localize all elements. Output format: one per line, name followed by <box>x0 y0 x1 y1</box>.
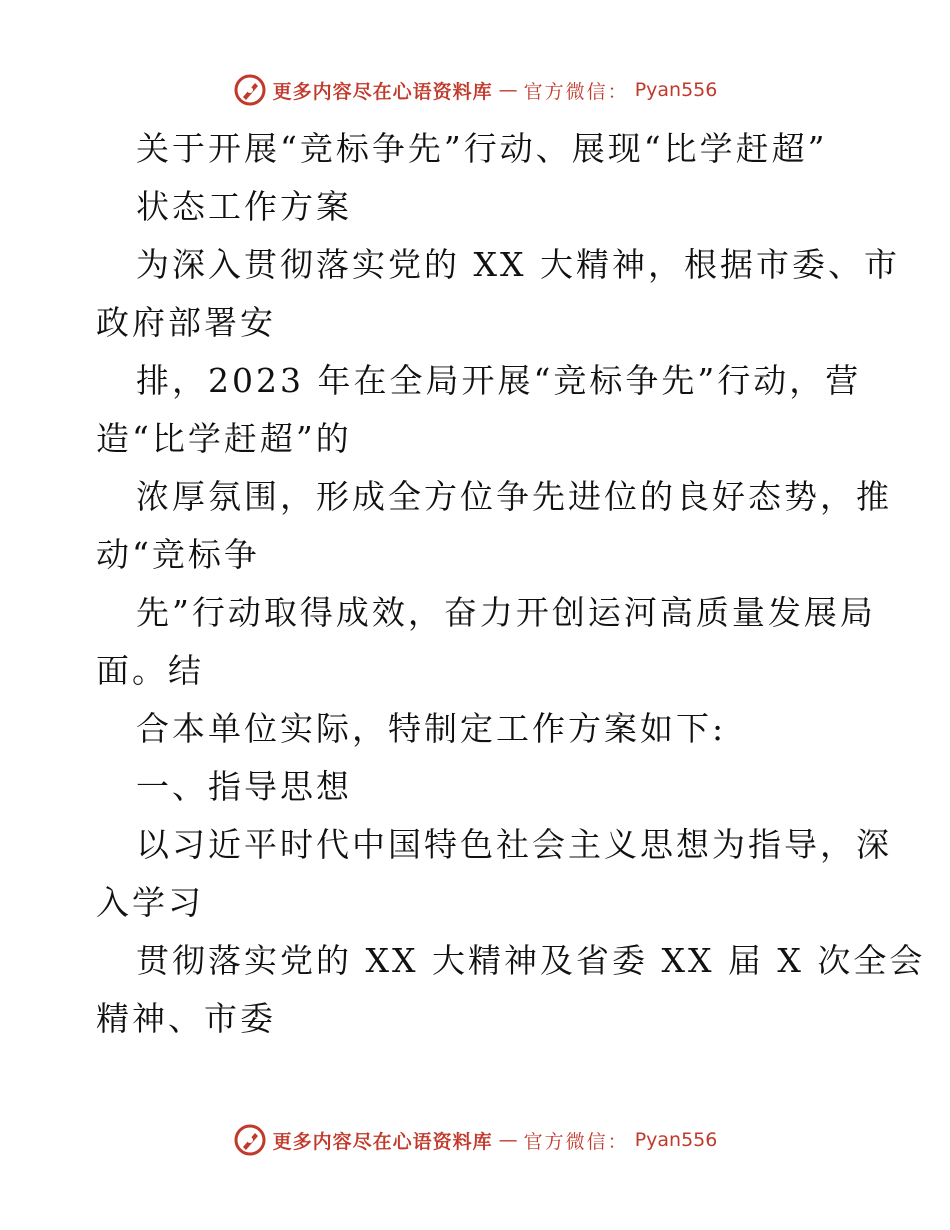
document-body <box>96 120 926 1048</box>
doc-line: 精神、市委 <box>96 999 276 1038</box>
watermark-separator: — <box>498 79 518 101</box>
watermark-wechat-id: Pyan556 <box>634 79 718 101</box>
watermark-wechat-id: Pyan556 <box>634 1129 718 1151</box>
pen-logo-icon <box>233 1123 267 1157</box>
doc-line: 造“比学赶超”的 <box>96 419 352 458</box>
doc-line: 状态工作方案 <box>136 187 352 226</box>
doc-line: 面。结 <box>96 651 204 690</box>
doc-line: 入学习 <box>96 883 204 922</box>
watermark-site-text: 更多内容尽在心语资料库 <box>272 80 493 103</box>
doc-line: 排，2023 年在全局开展“竞标争先”行动，营 <box>136 361 862 400</box>
watermark-wechat-label: 官方微信： <box>523 80 629 103</box>
doc-line: 合本单位实际，特制定工作方案如下: <box>136 709 727 748</box>
doc-line: 动“竞标争 <box>96 535 260 574</box>
doc-line: 关于开展“竞标争先”行动、展现“比学赶超” <box>136 129 828 168</box>
footer-watermark <box>0 1120 950 1160</box>
doc-line: 先”行动取得成效，奋力开创运河高质量发展局 <box>136 593 876 632</box>
doc-line: 浓厚氛围，形成全方位争先进位的良好态势，推 <box>136 477 892 516</box>
pen-logo-icon <box>233 73 267 107</box>
doc-line: 以习近平时代中国特色社会主义思想为指导，深 <box>136 825 892 864</box>
doc-line: 贯彻落实党的 XX 大精神及省委 XX 届 X 次全会 <box>136 941 926 980</box>
doc-line: 一、指导思想 <box>136 767 352 806</box>
watermark-separator: — <box>498 1129 518 1151</box>
doc-line: 政府部署安 <box>96 303 276 342</box>
doc-line: 为深入贯彻落实党的 XX 大精神，根据市委、市 <box>136 245 900 284</box>
watermark-site-text: 更多内容尽在心语资料库 <box>272 1130 493 1153</box>
watermark-wechat-label: 官方微信： <box>523 1130 629 1153</box>
header-watermark <box>0 70 950 110</box>
